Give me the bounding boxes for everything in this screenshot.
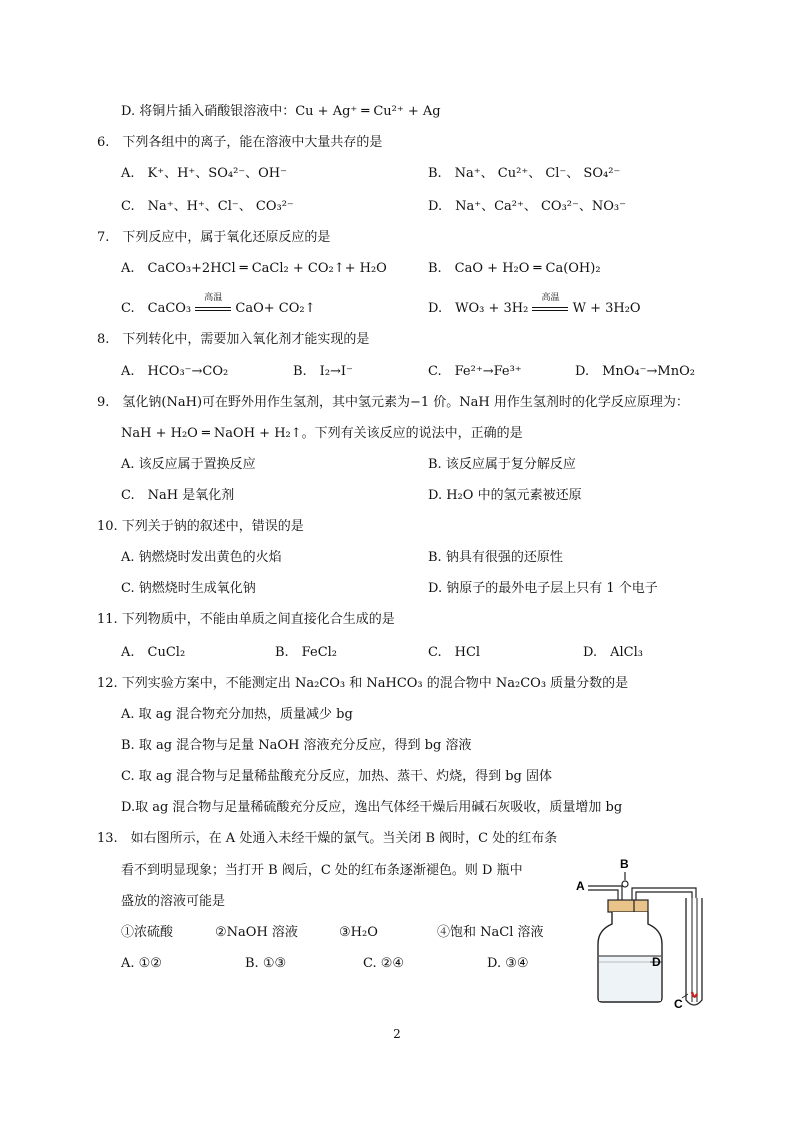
q13-item-1: ①浓硫酸: [121, 925, 174, 940]
q8-option-a: A. HCO₃⁻→CO₂: [121, 364, 229, 379]
q13-item-3: ③H₂O: [339, 925, 378, 940]
q13-option-b: B. ①③: [245, 956, 287, 971]
q7-option-a: A. CaCO₃+2HCl ═ CaCl₂ + CO₂↑+ H₂O: [121, 261, 387, 276]
q11-option-b: B. FeCl₂: [275, 645, 338, 660]
q10-stem: 10. 下列关于钠的叙述中，错误的是: [97, 519, 304, 534]
label-d: D: [652, 955, 661, 969]
q13-option-d: D. ③④: [487, 956, 529, 971]
q13-item-4: ④饱和 NaCl 溶液: [437, 925, 544, 940]
q13-stem-2: 看不到明显现象；当打开 B 阀后，C 处的红布条逐渐褪色。则 D 瓶中: [121, 863, 523, 878]
q7-option-c: [121, 293, 316, 318]
q11-option-d: D. AlCl₃: [583, 645, 643, 660]
valve-b-icon: [622, 881, 628, 887]
page-number: 2: [393, 1027, 401, 1041]
q13-stem-3: 盛放的溶液可能是: [121, 894, 226, 909]
q11-option-a: A. CuCl₂: [121, 645, 186, 660]
q13-option-a: A. ①②: [121, 956, 162, 971]
q13-stem: 13. 如右图所示，在 A 处通入未经干燥的氯气。当关闭 B 阀时，C 处的红布条: [97, 831, 558, 846]
q13-item-2: ②NaOH 溶液: [215, 925, 298, 940]
q12-option-b: B. 取 ag 混合物与足量 NaOH 溶液充分反应，得到 bg 溶液: [121, 738, 472, 753]
q10-option-d: D. 钠原子的最外电子层上只有 1 个电子: [428, 581, 658, 596]
label-b: B: [620, 857, 629, 871]
q6-stem: 6. 下列各组中的离子，能在溶液中大量共存的是: [97, 135, 383, 150]
q7-d-right: W + 3H₂O: [572, 301, 641, 316]
q7-option-d: [428, 293, 641, 318]
q13-option-c: C. ②④: [363, 956, 405, 971]
q8-option-b: B. I₂→I⁻: [293, 364, 353, 379]
q7-c-left: C. CaCO₃: [121, 301, 192, 316]
q8-option-d: D. MnO₄⁻→MnO₂: [575, 364, 695, 379]
label-c: C: [674, 997, 683, 1011]
q5-option-d: D. 将铜片插入硝酸银溶液中：Cu + Ag⁺ ═ Cu²⁺ + Ag: [121, 104, 441, 119]
q9-stem-2: NaH + H₂O ═ NaOH + H₂↑。下列有关该反应的说法中，正确的是: [121, 426, 523, 441]
q6-option-c: C. Na⁺、H⁺、Cl⁻、 CO₃²⁻: [121, 199, 294, 214]
q7-option-b: B. CaO + H₂O ═ Ca(OH)₂: [428, 261, 601, 276]
label-a: A: [576, 879, 585, 893]
q12-stem: 12. 下列实验方案中，不能测定出 Na₂CO₃ 和 NaHCO₃ 的混合物中 Na₂CO₃ 质量分数的是: [97, 676, 629, 691]
stopper: [608, 900, 648, 912]
q12-option-d: D.取 ag 混合物与足量稀硫酸充分反应，逸出气体经干燥后用碱石灰吸收，质量增加 bg: [121, 800, 623, 815]
q8-option-c: C. Fe²⁺→Fe³⁺: [428, 364, 522, 379]
q7-stem: 7. 下列反应中，属于氧化还原反应的是: [97, 230, 331, 245]
q12-option-c: C. 取 ag 混合物与足量稀盐酸充分反应，加热、蒸干、灼烧，得到 bg 固体: [121, 769, 552, 784]
q9-option-c: C. NaH 是氧化剂: [121, 488, 235, 503]
q9-option-d: D. H₂O 中的氢元素被还原: [428, 488, 582, 503]
gas-washing-apparatus-figure: [570, 852, 720, 1012]
q10-option-b: B. 钠具有很强的还原性: [428, 550, 563, 565]
q9-stem: 9. 氢化钠(NaH)可在野外用作生氢剂，其中氢元素为−1 价。NaH 用作生氢剂时的化学反应原理为：: [97, 395, 689, 410]
q7-d-condition-arrow: [532, 293, 568, 318]
q7-c-condition: 高温: [204, 293, 223, 303]
q7-d-condition: 高温: [541, 293, 560, 303]
q8-stem: 8. 下列转化中，需要加入氧化剂才能实现的是: [97, 332, 370, 347]
q7-c-condition-arrow: [195, 293, 231, 318]
q10-option-c: C. 钠燃烧时生成氧化钠: [121, 581, 256, 596]
test-tube: [686, 898, 702, 1005]
q7-c-right: CaO+ CO₂↑: [235, 301, 316, 316]
q10-option-a: A. 钠燃烧时发出黄色的火焰: [121, 550, 282, 565]
q6-option-b: B. Na⁺、 Cu²⁺、 Cl⁻、 SO₄²⁻: [428, 166, 621, 181]
q6-option-a: A. K⁺、H⁺、SO₄²⁻、OH⁻: [121, 166, 287, 181]
q12-option-a: A. 取 ag 混合物充分加热，质量减少 bg: [121, 707, 353, 722]
q7-d-left: D. WO₃ + 3H₂: [428, 301, 529, 316]
q11-stem: 11. 下列物质中，不能由单质之间直接化合生成的是: [97, 612, 395, 627]
q9-option-b: B. 该反应属于复分解反应: [428, 457, 576, 472]
q6-option-d: D. Na⁺、Ca²⁺、 CO₃²⁻、NO₃⁻: [428, 199, 626, 214]
q9-option-a: A. 该反应属于置换反应: [121, 457, 256, 472]
q11-option-c: C. HCl: [428, 645, 481, 660]
